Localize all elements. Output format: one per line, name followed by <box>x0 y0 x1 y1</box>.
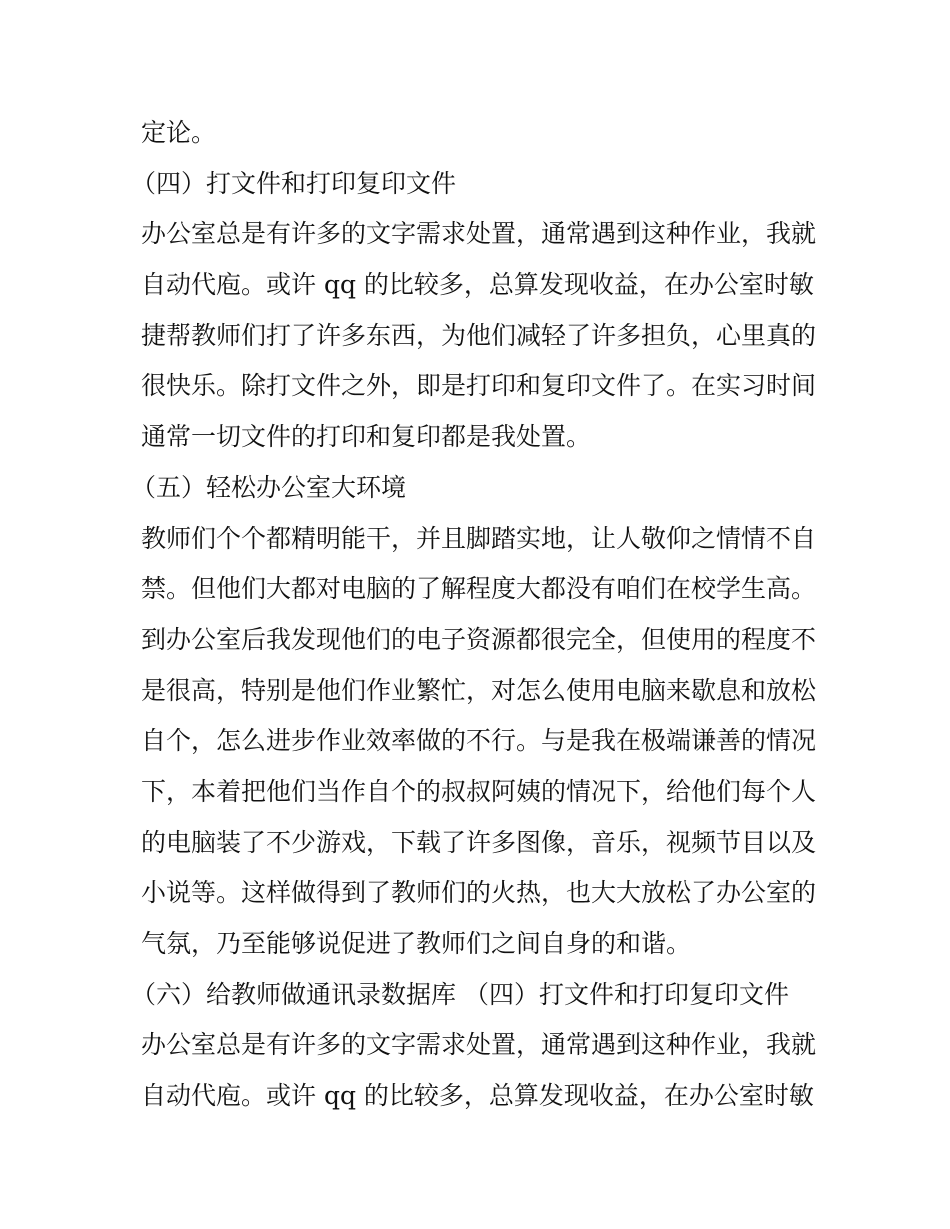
section-heading-four: （四）打文件和打印复印文件 <box>131 168 457 198</box>
paragraph-line: 是很高，特别是他们作业繁忙，对怎么使用电脑来歇息和放松 <box>141 675 817 705</box>
section-heading-five: （五）轻松办公室大环境 <box>131 472 407 502</box>
paragraph-line: 自动代庖。或许 qq 的比较多，总算发现收益，在办公室时敏 <box>141 1081 814 1111</box>
paragraph-line: 自动代庖。或许 qq 的比较多，总算发现收益，在办公室时敏 <box>141 270 814 300</box>
paragraph-line: 办公室总是有许多的文字需求处置，通常遇到这种作业，我就 <box>141 219 817 249</box>
paragraph-line: 小说等。这样做得到了教师们的火热，也大大放松了办公室的 <box>141 878 817 908</box>
paragraph-line: 自个，怎么进步作业效率做的不行。与是我在极端谦善的情况 <box>141 726 817 756</box>
paragraph-line: 教师们个个都精明能干，并且脚踏实地，让人敬仰之情情不自 <box>141 523 817 553</box>
paragraph-line: 定论。 <box>141 118 217 147</box>
document-body <box>131 108 821 1122</box>
paragraph-line: 到办公室后我发现他们的电子资源都很完全，但使用的程度不 <box>141 624 817 654</box>
paragraph-line: 办公室总是有许多的文字需求处置，通常遇到这种作业，我就 <box>141 1030 817 1060</box>
paragraph-line: 捷帮教师们打了许多东西，为他们减轻了许多担负，心里真的 <box>141 320 817 350</box>
paragraph-line: 气氛，乃至能够说促进了教师们之间自身的和谐。 <box>141 929 692 958</box>
paragraph-line: 的电脑装了不少游戏，下载了许多图像，音乐，视频节目以及 <box>141 827 817 857</box>
paragraph-line: 禁。但他们大都对电脑的了解程度大都没有咱们在校学生高。 <box>141 574 817 604</box>
section-heading-six: （六）给教师做通讯录数据库 （四）打文件和打印复印文件 <box>131 979 789 1009</box>
paragraph-line: 通常一切文件的打印和复印都是我处置。 <box>141 422 592 452</box>
paragraph-line: 下，本着把他们当作自个的叔叔阿姨的情况下，给他们每个人 <box>141 776 817 806</box>
paragraph-line: 很快乐。除打文件之外，即是打印和复印文件了。在实习时间 <box>141 371 817 401</box>
